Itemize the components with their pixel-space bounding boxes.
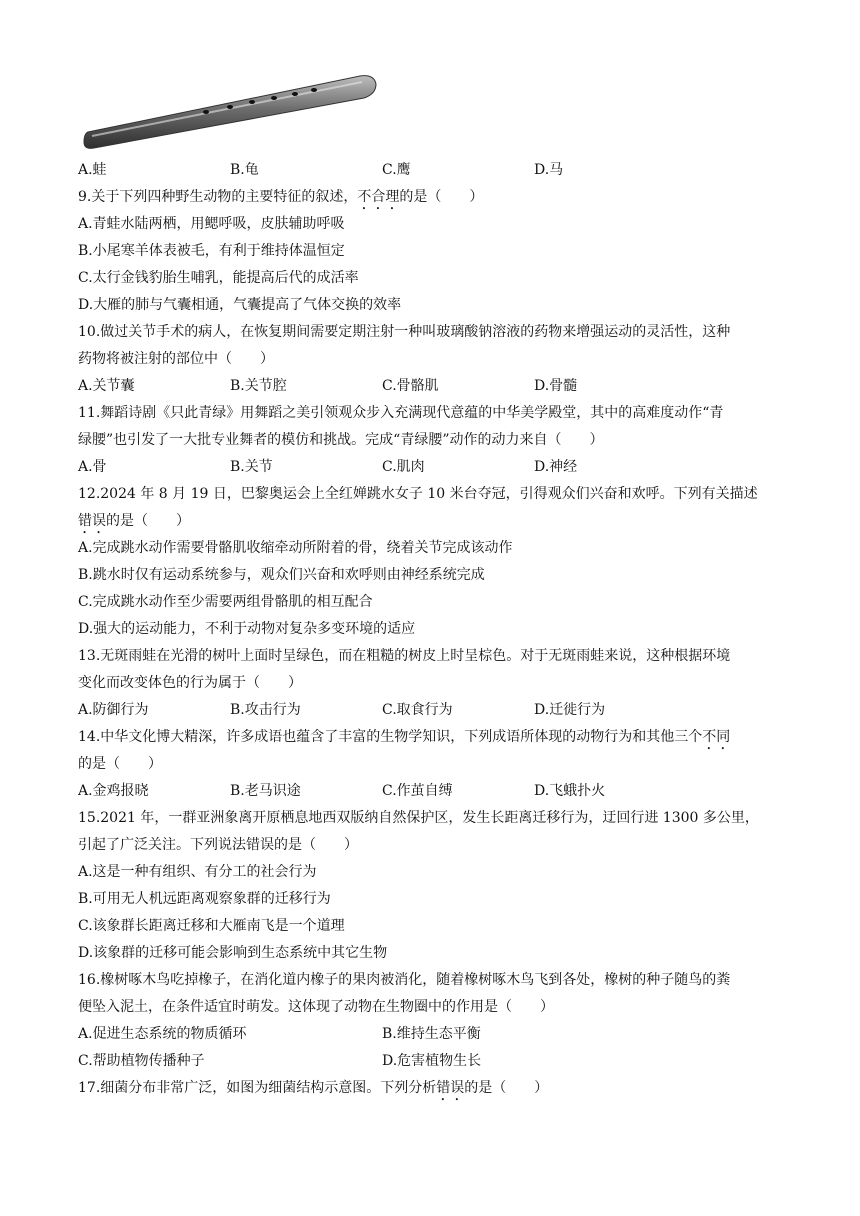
q14-stem-line2: 的是（ ） — [78, 756, 162, 772]
q9-stem: 9.关于下列四种野生动物的主要特征的叙述，不合理的是（ ） — [78, 189, 484, 205]
q13-option-b: B.攻击行为 — [230, 702, 301, 718]
q13-stem-line2: 变化而改变体色的行为属于（ ） — [78, 675, 302, 691]
q11-option-b: B.关节 — [230, 459, 273, 475]
q9-option-d: D.大雁的肺与气囊相通，气囊提高了气体交换的效率 — [78, 297, 402, 313]
q16-option-b: B.维持生态平衡 — [382, 1026, 481, 1042]
q11-option-d: D.神经 — [534, 459, 578, 475]
q15-stem-line1: 15.2021 年，一群亚洲象离开原栖息地西双版纳自然保护区，发生长距离迁移行为，迂回行进 1300 多公里， — [78, 810, 759, 826]
q12-option-c: C.完成跳水动作至少需要两组骨骼肌的相互配合 — [78, 594, 373, 610]
q8-option-d: D.马 — [534, 162, 564, 178]
q16-stem-line1: 16.橡树啄木鸟吃掉橡子，在消化道内橡子的果肉被消化，随着橡树啄木鸟飞到各处，橡树的种子随鸟的粪 — [78, 972, 731, 988]
q8-option-b: B.龟 — [230, 162, 259, 178]
q9-option-a: A.青蛙水陆两栖，用鳃呼吸，皮肤辅助呼吸 — [78, 216, 345, 232]
q8-option-a: A.蛙 — [78, 162, 107, 178]
q16-option-d: D.危害植物生长 — [382, 1053, 482, 1069]
q11-stem-line2: 绿腰”也引发了一大批专业舞者的模仿和挑战。完成“青绿腰”动作的动力来自（ ） — [78, 432, 604, 448]
q10-stem-line2: 药物将被注射的部位中（ ） — [78, 351, 274, 367]
q10-option-b: B.关节腔 — [230, 378, 287, 394]
q12-stem-line1: 12.2024 年 8 月 19 日，巴黎奥运会上全红婵跳水女子 10 米台夺冠，引得观众们兴奋和欢呼。下列有关描述 — [78, 486, 758, 502]
q12-emphasis: 错误 — [78, 513, 106, 529]
q13-option-d: D.迁徙行为 — [534, 702, 606, 718]
q14-emphasis: 不同 — [702, 729, 731, 745]
q11-option-a: A.骨 — [78, 459, 107, 475]
q15-option-b: B.可用无人机远距离观察象群的迁移行为 — [78, 891, 331, 907]
q14-option-a: A.金鸡报晓 — [78, 783, 149, 799]
q8-option-c: C.鹰 — [382, 162, 411, 178]
q17-emphasis: 错误 — [436, 1080, 465, 1096]
q9-emphasis: 不合理 — [357, 189, 400, 205]
bone-flute-image — [82, 66, 378, 152]
q11-option-c: C.肌肉 — [382, 459, 425, 475]
q13-option-c: C.取食行为 — [382, 702, 453, 718]
q13-stem-line1: 13.无斑雨蛙在光滑的树叶上面时呈绿色，而在粗糙的树皮上时呈棕色。对于无斑雨蛙来说，这种根据环境 — [78, 648, 731, 664]
q11-stem-line1: 11.舞蹈诗剧《只此青绿》用舞蹈之美引领观众步入充满现代意蕴的中华美学殿堂，其中的高难度动作“青 — [78, 405, 724, 421]
q10-option-a: A.关节囊 — [78, 378, 135, 394]
q10-stem-line1: 10.做过关节手术的病人，在恢复期间需要定期注射一种叫玻璃酸钠溶液的药物来增强运动的灵活性，这种 — [78, 324, 731, 340]
q15-option-a: A.这是一种有组织、有分工的社会行为 — [78, 864, 317, 880]
q10-option-d: D.骨髓 — [534, 378, 578, 394]
q14-stem-line1: 14.中华文化博大精深，许多成语也蕴含了丰富的生物学知识，下列成语所体现的动物行为和其他三个不同 — [78, 729, 731, 745]
q14-option-b: B.老马识途 — [230, 783, 301, 799]
q16-stem-line2: 便坠入泥土，在条件适宜时萌发。这体现了动物在生物圈中的作用是（ ） — [78, 999, 554, 1015]
q9-option-b: B.小尾寒羊体表被毛，有利于维持体温恒定 — [78, 243, 345, 259]
q15-option-d: D.该象群的迁移可能会影响到生态系统中其它生物 — [78, 945, 388, 961]
q14-option-d: D.飞蛾扑火 — [534, 783, 606, 799]
q12-option-a: A.完成跳水动作需要骨骼肌收缩牵动所附着的骨，绕着关节完成该动作 — [78, 540, 513, 556]
q16-option-c: C.帮助植物传播种子 — [78, 1053, 205, 1069]
q15-option-c: C.该象群长距离迁移和大雁南飞是一个道理 — [78, 918, 345, 934]
q16-option-a: A.促进生态系统的物质循环 — [78, 1026, 247, 1042]
q12-option-b: B.跳水时仅有运动系统参与，观众们兴奋和欢呼则由神经系统完成 — [78, 567, 485, 583]
q12-option-d: D.强大的运动能力，不利于动物对复杂多变环境的适应 — [78, 621, 416, 637]
q17-stem: 17.细菌分布非常广泛，如图为细菌结构示意图。下列分析错误的是（ ） — [78, 1080, 549, 1096]
q15-stem-line2: 引起了广泛关注。下列说法错误的是（ ） — [78, 837, 358, 853]
q10-option-c: C.骨骼肌 — [382, 378, 439, 394]
q9-option-c: C.太行金钱豹胎生哺乳，能提高后代的成活率 — [78, 270, 359, 286]
q14-option-c: C.作茧自缚 — [382, 783, 453, 799]
q13-option-a: A.防御行为 — [78, 702, 149, 718]
q12-stem-line2: 错误的是（ ） — [78, 513, 190, 529]
